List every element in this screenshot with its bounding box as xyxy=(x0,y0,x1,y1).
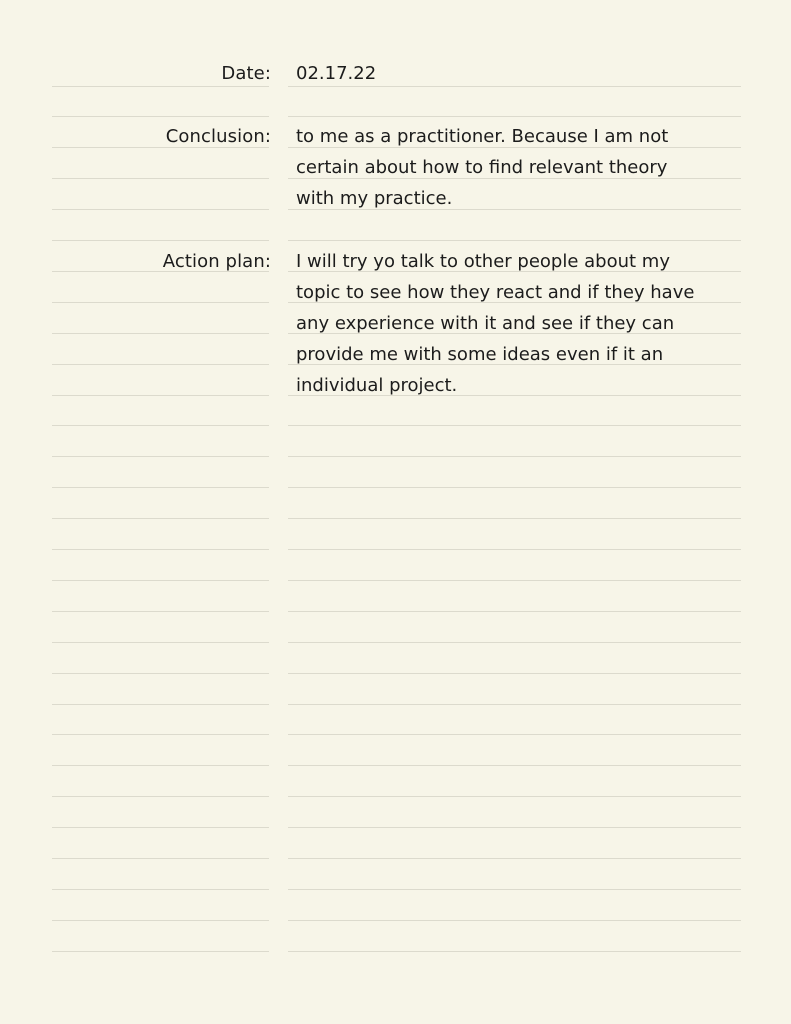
ruled-line xyxy=(288,116,741,117)
ruled-line xyxy=(288,487,741,488)
ruled-line xyxy=(52,456,269,457)
ruled-line xyxy=(52,425,269,426)
date-value xyxy=(296,58,766,89)
ruled-line xyxy=(52,611,269,612)
ruled-line xyxy=(288,704,741,705)
ruled-line xyxy=(52,518,269,519)
ruled-line xyxy=(52,364,269,365)
action-plan-text xyxy=(296,246,766,401)
ruled-line xyxy=(52,240,269,241)
ruled-line xyxy=(52,549,269,550)
ruled-line xyxy=(288,456,741,457)
ruled-line xyxy=(288,858,741,859)
ruled-line xyxy=(288,518,741,519)
ruled-line xyxy=(52,704,269,705)
ruled-line xyxy=(52,487,269,488)
ruled-line xyxy=(52,178,269,179)
ruled-line xyxy=(288,642,741,643)
ruled-line xyxy=(52,734,269,735)
action-plan-line: topic to see how they react and if they have xyxy=(296,282,695,303)
action-plan-line: provide me with some ideas even if it an xyxy=(296,344,664,365)
ruled-line xyxy=(52,858,269,859)
conclusion-text xyxy=(296,121,766,214)
conclusion-line: certain about how to find relevant theory xyxy=(296,157,668,178)
conclusion-line: with my practice. xyxy=(296,188,453,209)
ruled-line xyxy=(52,580,269,581)
ruled-line xyxy=(288,425,741,426)
ruled-line xyxy=(288,889,741,890)
date-label: Date: xyxy=(221,63,271,84)
ruled-line xyxy=(52,333,269,334)
ruled-line xyxy=(52,642,269,643)
ruled-line xyxy=(288,580,741,581)
ruled-line xyxy=(52,116,269,117)
ruled-line xyxy=(52,765,269,766)
ruled-line xyxy=(288,734,741,735)
ruled-line xyxy=(288,240,741,241)
conclusion-label: Conclusion: xyxy=(165,126,271,147)
ruled-line xyxy=(288,611,741,612)
ruled-line xyxy=(288,549,741,550)
action-plan-label: Action plan: xyxy=(162,251,271,272)
conclusion-line: to me as a practitioner. Because I am not xyxy=(296,126,669,147)
ruled-line xyxy=(288,827,741,828)
ruled-line xyxy=(288,920,741,921)
ruled-line xyxy=(52,796,269,797)
ruled-line xyxy=(52,951,269,952)
ruled-line xyxy=(52,889,269,890)
ruled-line xyxy=(288,673,741,674)
ruled-line xyxy=(288,951,741,952)
ruled-line xyxy=(52,920,269,921)
action-plan-line: any experience with it and see if they can xyxy=(296,313,675,334)
ruled-line xyxy=(288,765,741,766)
ruled-line xyxy=(52,209,269,210)
action-plan-line: I will try yo talk to other people about my xyxy=(296,251,670,272)
ruled-line xyxy=(52,827,269,828)
ruled-line xyxy=(288,796,741,797)
action-plan-line: individual project. xyxy=(296,375,458,396)
date-line: 02.17.22 xyxy=(296,63,377,84)
ruled-line xyxy=(52,395,269,396)
ruled-line xyxy=(52,673,269,674)
ruled-line xyxy=(52,302,269,303)
